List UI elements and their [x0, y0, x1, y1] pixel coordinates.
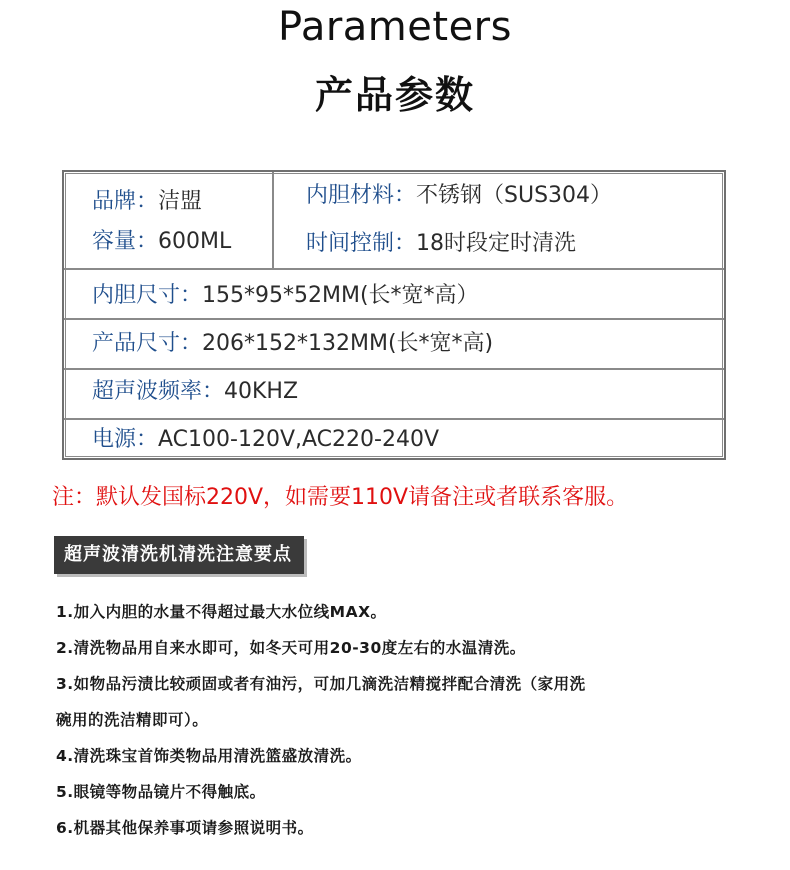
- spec-frequency-value: 40KHZ: [224, 379, 299, 404]
- tip-item-continued: 碗用的洗洁精即可）。: [56, 711, 209, 729]
- spec-timer-value: 18时段定时清洗: [416, 231, 577, 256]
- spec-timer-label: 时间控制：: [306, 231, 417, 256]
- tip-item: 4.清洗珠宝首饰类物品用清洗篮盛放清洗。: [56, 747, 362, 765]
- tip-item: 2.清洗物品用自来水即可，如冬天可用20-30度左右的水温清洗。: [56, 639, 526, 657]
- spec-brand: [92, 188, 202, 216]
- section-title-banner: 超声波清洗机清洗注意要点: [54, 536, 304, 574]
- spec-brand-value: 洁盟: [158, 189, 203, 214]
- tip-item: 5.眼镜等物品镜片不得触底。: [56, 783, 266, 801]
- spec-row-divider: [64, 318, 724, 320]
- tip-item: 1.加入内胆的水量不得超过最大水位线MAX。: [56, 603, 387, 621]
- spec-row-divider: [64, 418, 724, 420]
- spec-capacity: [92, 228, 231, 256]
- spec-table: [62, 170, 726, 460]
- spec-row-divider: [64, 368, 724, 370]
- spec-power-label: 电源：: [92, 427, 159, 452]
- spec-material: [306, 182, 612, 210]
- page-title-english: Parameters: [278, 4, 512, 50]
- tip-item: 6.机器其他保养事项请参照说明书。: [56, 819, 314, 837]
- spec-material-label: 内胆材料：: [306, 183, 417, 208]
- spec-material-value: 不锈钢（SUS304）: [416, 183, 613, 208]
- spec-column-divider: [272, 172, 274, 268]
- spec-row-divider: [64, 268, 724, 270]
- tips-list: [56, 594, 746, 846]
- spec-capacity-value: 600ML: [158, 229, 232, 254]
- spec-inner-size: [92, 282, 479, 310]
- spec-product-size-value: 206*152*132MM(长*宽*高): [202, 331, 494, 356]
- tip-item: 3.如物品污渍比较顽固或者有油污，可加几滴洗洁精搅拌配合清洗（家用洗: [56, 675, 586, 693]
- spec-brand-label: 品牌：: [92, 189, 159, 214]
- spec-inner-size-value: 155*95*52MM(长*宽*高）: [202, 283, 479, 308]
- page-title-chinese: 产品参数: [314, 73, 475, 117]
- spec-frequency-label: 超声波频率：: [92, 379, 225, 404]
- spec-product-size: [92, 330, 493, 358]
- spec-frequency: [92, 378, 298, 406]
- spec-power-value: AC100-120V,AC220-240V: [158, 427, 439, 452]
- voltage-note: 注：默认发国标220V，如需要110V请备注或者联系客服。: [52, 485, 629, 510]
- spec-product-size-label: 产品尺寸：: [92, 331, 203, 356]
- spec-capacity-label: 容量：: [92, 229, 159, 254]
- spec-power: [92, 426, 439, 454]
- spec-timer: [306, 230, 576, 258]
- spec-inner-size-label: 内胆尺寸：: [92, 283, 203, 308]
